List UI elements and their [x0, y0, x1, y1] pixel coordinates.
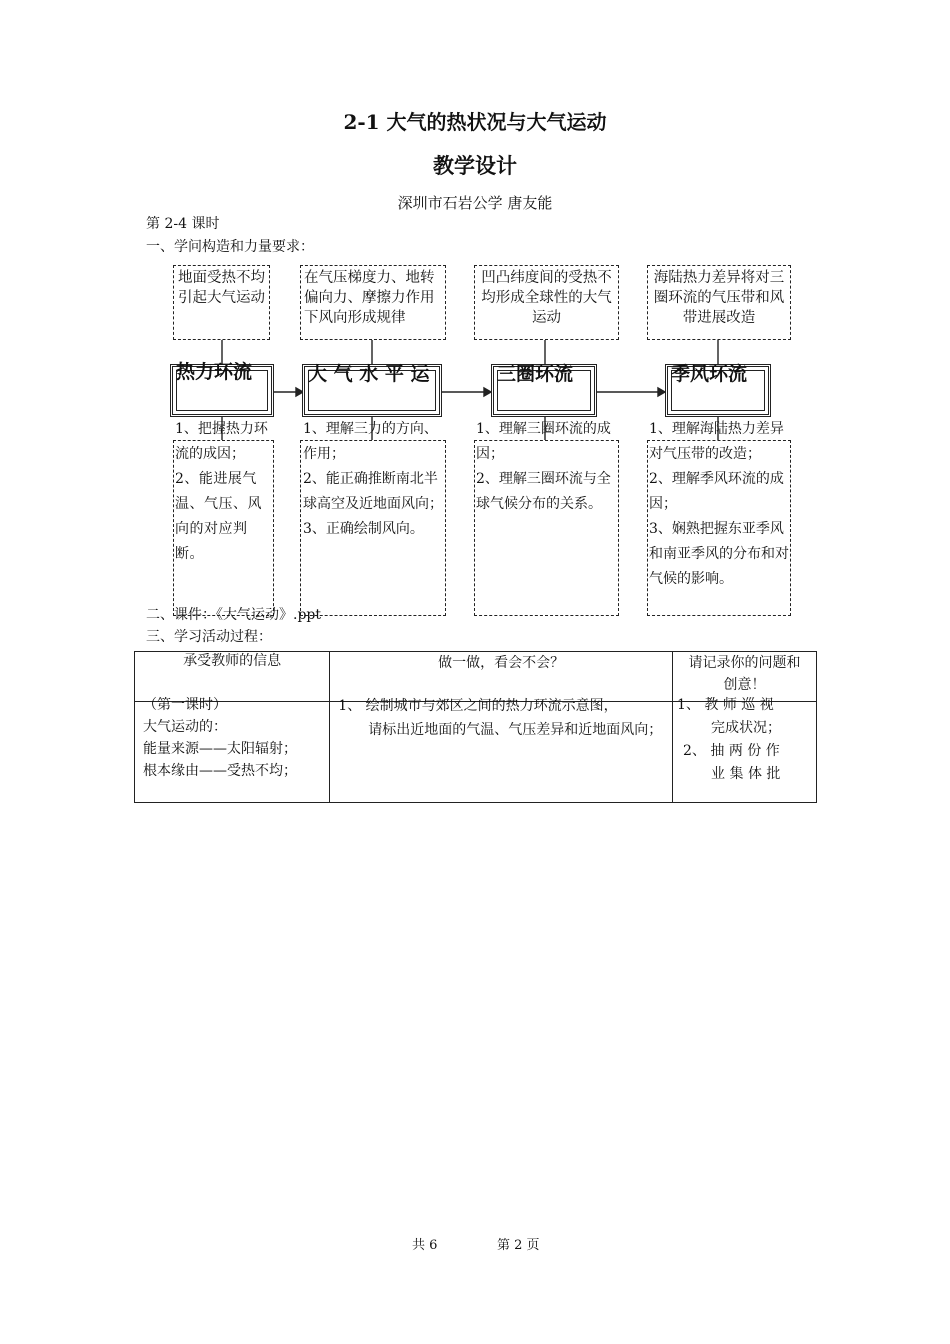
cell-practice [330, 698, 673, 803]
list-item: 能量来源——太阳辐射； [143, 741, 297, 757]
section1-heading: 一、学问构造和力量要求： [146, 239, 314, 255]
requirement-text-1 [175, 417, 272, 567]
requirement-item: 1、把握热力环流的成因； [175, 421, 268, 462]
requirement-item: 1、理解三力的方向、作用； [303, 421, 438, 462]
requirement-item: 1、理解三圈环流的成因； [476, 421, 611, 462]
document-title: 2-1 大气的热状况与大气运动 [343, 110, 607, 134]
footer-page-number: 第 2 页 [497, 1238, 540, 1253]
node-label-4: 季风环流 [671, 363, 748, 385]
node-label-1: 热力环流 [176, 361, 253, 383]
list-item: 大气运动的： [143, 719, 227, 735]
list-item: 业 集 体 批 [711, 766, 781, 782]
header-text: 请记录你的问题和创意！ [688, 655, 801, 693]
list-item: 1、 绘制城市与郊区之间的热力环流示意图， [338, 698, 618, 714]
requirement-item: 3、娴熟把握东亚季风和南亚季风的分布和对气候的影响。 [649, 521, 789, 587]
header-text: 做一做，看会不会？ [438, 655, 565, 671]
node-label-3: 三圈环流 [497, 363, 574, 385]
section3-heading: 三、学习活动过程： [146, 629, 272, 645]
requirement-item: 1、理解海陆热力差异对气压带的改造； [649, 421, 784, 462]
author-line: 深圳市石岩公学 唐友能 [397, 194, 553, 212]
list-item: 2、 抽 两 份 作 [683, 743, 780, 759]
cell-teacher-info [135, 697, 330, 803]
list-item: 完成状况； [711, 720, 782, 736]
goal-box-2: 在气压梯度力、地转偏向力、摩擦力作用下风向形成规律 [300, 265, 446, 340]
requirement-text-2 [303, 417, 446, 542]
requirement-item: 2、理解三圈环流与全球气候分布的关系。 [476, 471, 611, 512]
goal-box-3: 凹凸纬度间的受热不均形成全球性的大气运动 [474, 265, 619, 340]
header-text: 承受教师的信息 [183, 653, 282, 669]
requirement-item: 3、正确绘制风向。 [303, 521, 424, 537]
goal-box-1: 地面受热不均引起大气运动 [173, 265, 270, 340]
requirement-text-4 [649, 417, 792, 592]
requirement-item: 2、理解季风环流的成因； [649, 471, 784, 512]
requirement-text-3 [476, 417, 618, 517]
list-item: 1、 教 师 巡 视 [677, 697, 774, 713]
table-row [135, 702, 817, 803]
list-item: 根本缘由——受热不均； [143, 763, 297, 779]
list-item: （第一课时） [143, 697, 227, 713]
document-subtitle: 教学设计 [433, 153, 517, 178]
footer-total-pages: 共 6 [412, 1238, 438, 1253]
node-label-2: 大 气 水 平 运 [308, 363, 430, 385]
cell-notes [673, 697, 817, 803]
requirement-item: 2、能进展气温、气压、风向的对应判断。 [175, 471, 262, 562]
activity-table [134, 651, 817, 803]
list-item: 请标出近地面的气温、气压差异和近地面风向； [368, 722, 663, 738]
section2-line: 二、课件：《大气运动》.ppt [146, 607, 321, 623]
lesson-range: 第 2-4 课时 [146, 216, 220, 232]
requirement-item: 2、能正确推断南北半球高空及近地面风向； [303, 471, 443, 512]
goal-box-4: 海陆热力差异将对三圈环流的气压带和风带进展改造 [647, 265, 791, 340]
